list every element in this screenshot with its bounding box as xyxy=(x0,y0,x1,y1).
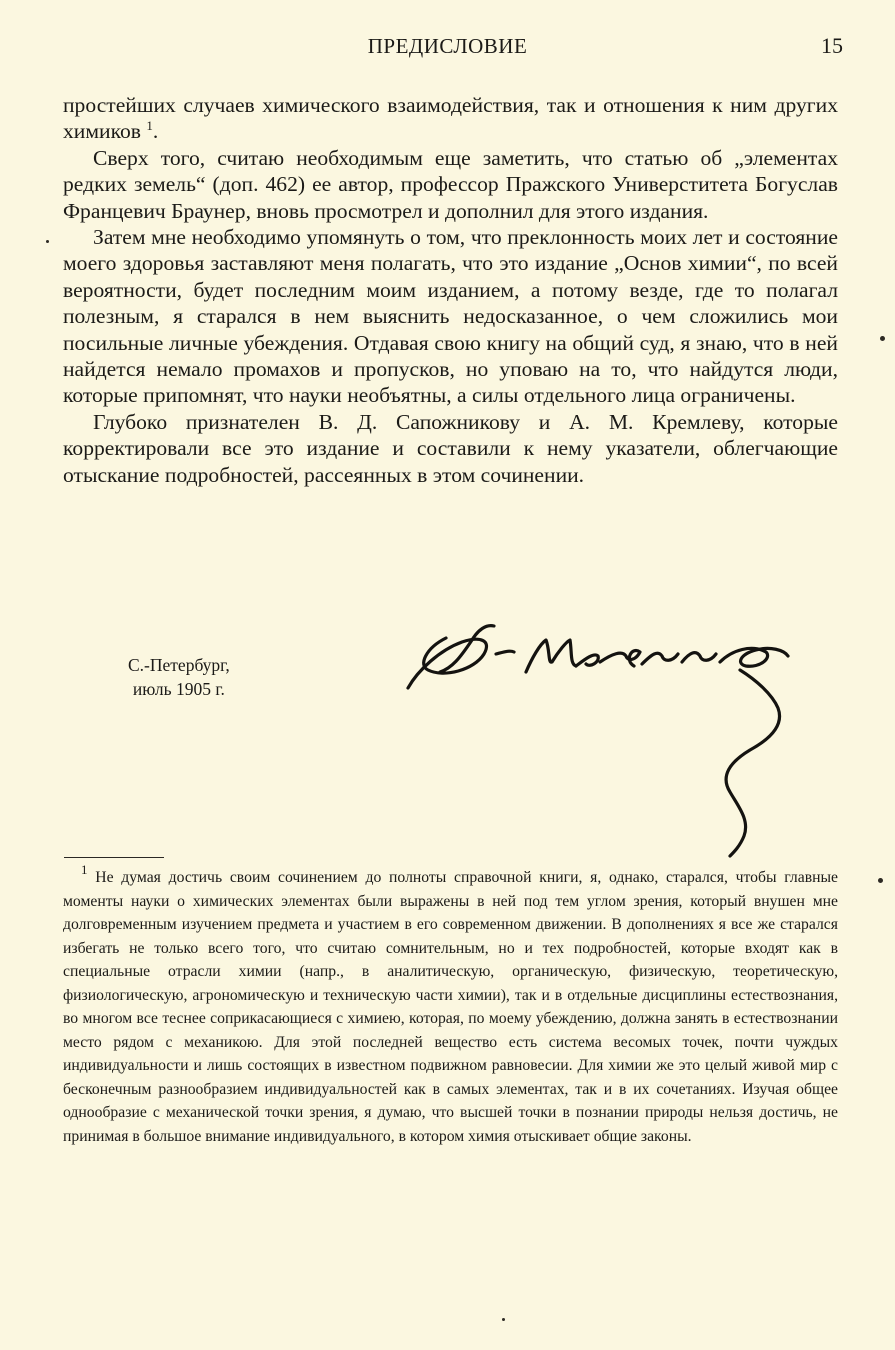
paragraph: Затем мне необходимо упомянуть о том, что преклонность моих лет и состояние моего здоровья заставляют меня полагать, что это издание „Основ химии“, по всей вероятности, будет последним моим изданием, а потому везде, где то полагал полезным, я старался в нем выяснить недосказанное, о чем сложились мои посильные личные убеждения. Отдавая свою книгу на общий суд, я знаю, что в ней найдется немало промахов и пропусков, но уповаю на то, что найдутся люди, которые припомнят, что науки необъятны, а силы отдельного лица ограничены. xyxy=(63,225,838,408)
footnote-text: $^1$ Не думая достичь своим сочинением до полноты справочной книги, я, однако, старался, чтобы главные моменты науки о химических элементах были выражены в ней под тем углом зрения, который внушен мне долговременным изучением предмета и участием в его современном движении. В дополнениях я все же старался избегать не только всего того, что считаю сомнительным, но и тех подробностей, которые входят как в специальные отрасли химии (напр., в аналитическую, органическую, физическую, теоретическую, физиологическую, агрономическую и техническую части химии), так и в отдельные дисциплины естествознания, во многом все теснее соприкасающиеся с химиею, которая, по моему убеждению, должна занять в естествознании место рядом с механикою. Для этой последней вещество есть система весомых точек, почти чуждых индивидуальности и лишь состоящих в известном подвижном равновесии. Для химии же это целый живой мир с бесконечным разнообразием индивидуальностей как в самых элементах, так и в их сочетаниях. Изучая общее однообразие с механической точки зрения, я думаю, что высшей точки в познании природы нельзя достичь, не принимая в большое внимание индивидуального, в котором химия отыскивает общие законы. xyxy=(63,862,839,1145)
print-speck xyxy=(880,336,885,341)
paragraph: Сверх того, считаю необходимым еще заметить, что статью об „элементах редких земель“ (доп. 462) ее автор, профессор Пражского Универститета Богуслав Францевич Браунер, вновь просмотрел и дополнил для этого издания. xyxy=(63,145,838,223)
date: июль 1905 г. xyxy=(132,679,225,699)
footnote-rule xyxy=(64,857,164,858)
dateline xyxy=(128,653,230,701)
footnote-reference: 1 xyxy=(146,118,153,134)
print-speck xyxy=(878,878,883,883)
print-speck xyxy=(46,240,49,243)
footnote xyxy=(63,862,839,1148)
body-text xyxy=(63,92,838,488)
signature-image xyxy=(400,610,800,860)
paragraph: простейших случаев химического взаимодействия, так и отношения к ним других химиков $^1$. xyxy=(63,93,838,144)
paragraph: Глубоко признателен В. Д. Сапожникову и А. М. Кремлеву, которые корректировали все это издание и составили к нему указатели, облегчающие отыскание подробностей, рассеянных в этом сочинении. xyxy=(63,409,838,487)
place: С.-Петербург, xyxy=(128,655,230,675)
print-speck xyxy=(502,1318,505,1321)
page-number: 15 xyxy=(821,33,843,58)
footnote-marker: 1 xyxy=(81,862,88,877)
running-head: ПРЕДИСЛОВИЕ xyxy=(367,34,528,58)
